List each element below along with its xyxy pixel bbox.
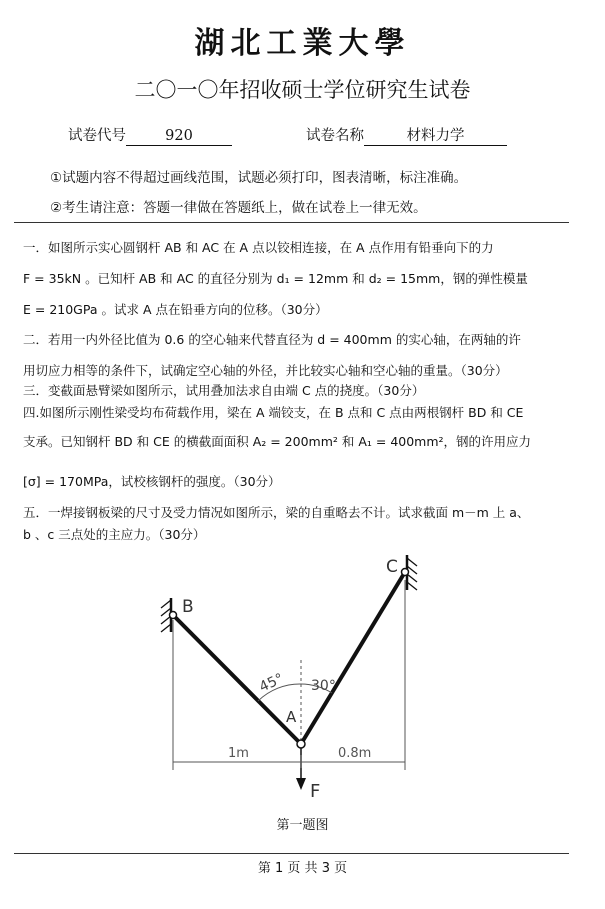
exam-code-value: 920 <box>126 128 232 146</box>
label-a: A <box>286 708 297 726</box>
label-b: B <box>182 597 194 617</box>
q1-line3: E = 210GPa 。试求 A 点在铅垂方向的位移。（30分） <box>23 302 328 317</box>
page-footer: 第 1 页 共 3 页 <box>257 861 348 876</box>
q4-line2: 支承。已知钢杆 BD 和 CE 的横截面面积 A₂ = 200mm² 和 A₁ = 400mm²，钢的许用应力 <box>23 434 532 449</box>
angle-left-label: 45° <box>256 670 287 696</box>
q2-line1: 二．若用一内外径比值为 0.6 的空心轴来代替直径为 d = 400mm 的实心轴，在两轴的许 <box>23 332 521 347</box>
q1-line2: F = 35kN 。已知杆 AB 和 AC 的直径分别为 d₁ = 12mm 和 d₂ = 15mm，钢的弹性模量 <box>23 271 528 286</box>
q4-line1: 四.如图所示刚性梁受均布荷载作用，梁在 A 端铰支，在 B 点和 C 点由两根钢杆 BD 和 CE <box>23 405 524 420</box>
q4-line3: [σ] = 170MPa，试校核钢杆的强度。（30分） <box>23 474 281 489</box>
dimension-line <box>173 580 405 770</box>
pin-a <box>297 740 305 748</box>
pin-c <box>402 569 409 576</box>
dim-right-label: 0.8m <box>338 746 372 761</box>
bottom-divider <box>14 853 569 854</box>
pin-b <box>170 612 177 619</box>
force-arrowhead <box>296 778 306 790</box>
exam-name-value: 材料力学 <box>364 128 507 146</box>
q5-line1: 五．一焊接钢板梁的尺寸及受力情况如图所示，梁的自重略去不计。试求截面 m－m 上 a、 <box>23 505 530 520</box>
notice-1: ①试题内容不得超过画线范围，试题必须打印，图表清晰，标注准确。 <box>50 170 468 186</box>
figure-caption: 第一题图 <box>276 818 329 833</box>
dim-left-label: 1m <box>228 746 249 761</box>
exam-name <box>306 124 507 146</box>
truss-figure <box>0 545 605 815</box>
exam-name-label: 试卷名称 <box>306 128 364 144</box>
q1-line1: 一．如图所示实心圆钢杆 AB 和 AC 在 A 点以铰相连接，在 A 点作用有铅垂向下的力 <box>23 240 494 255</box>
q3-line1: 三．变截面悬臂梁如图所示，试用叠加法求自由端 C 点的挠度。（30分） <box>23 383 425 398</box>
q5-line2: b 、c 三点处的主应力。（30分） <box>23 527 206 542</box>
angle-right-label: 30° <box>311 678 336 694</box>
force-label: F <box>310 781 321 802</box>
university-name: 湖北工業大學 <box>194 26 411 61</box>
top-divider <box>14 222 569 223</box>
q2-line2: 用切应力相等的条件下，试确定空心轴的外径，并比较实心轴和空心轴的重量。（30分） <box>23 363 508 378</box>
exam-code-label: 试卷代号 <box>68 128 126 144</box>
notice-2: ②考生请注意：答题一律做在答题纸上，做在试卷上一律无效。 <box>50 200 427 216</box>
exam-code <box>68 124 232 146</box>
label-c: C <box>386 557 398 577</box>
bar-ac <box>301 572 405 744</box>
exam-title: 二〇一〇年招收硕士学位研究生试卷 <box>134 78 471 102</box>
